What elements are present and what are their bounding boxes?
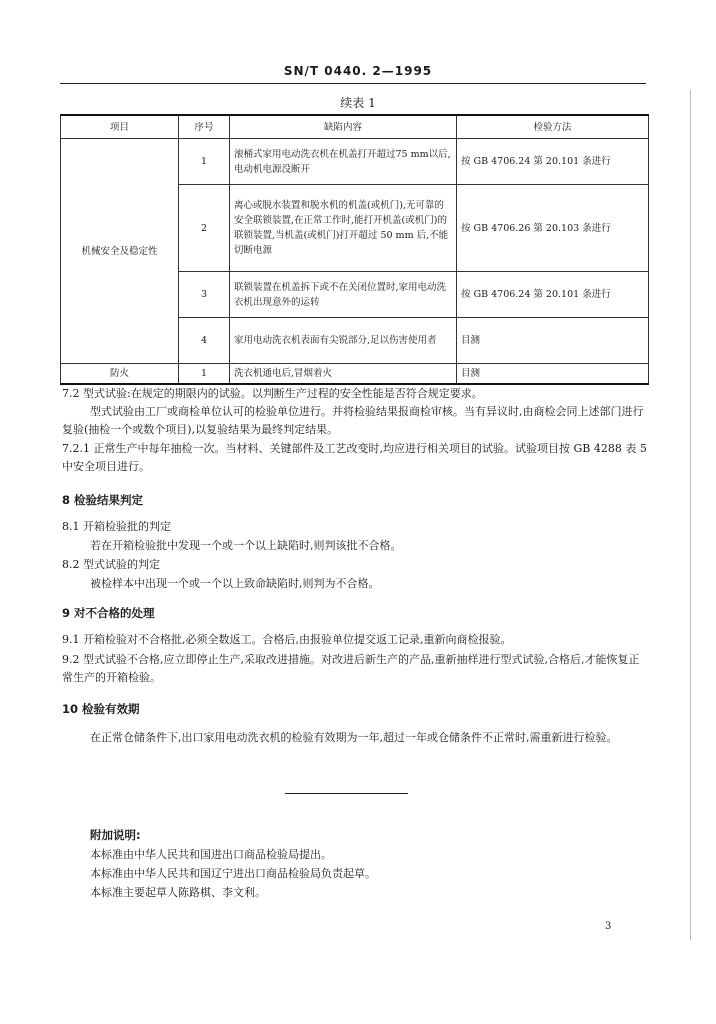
table-title: 续表 1	[340, 96, 376, 110]
row-defect: 离心或脱水装置和脱水机的机盖(或机门),无可靠的安全联锁装置,在正常工作时,能打开机盖(或机门)的联锁装置,当机盖(或机门)打开超过 50 mm 后,不能切断电源	[230, 185, 457, 272]
header-rule	[60, 83, 646, 84]
defects-table	[60, 114, 649, 385]
clause-9-2: 9.2 型式试验不合格,应立即停止生产,采取改进措施。对改进后新生产的产品,重新抽样进行型式试验,合格后,才能恢复正常生产的开箱检验。	[62, 653, 640, 684]
appendix-line: 本标准主要起草人陈路棋、李文利。	[90, 886, 266, 899]
clause-10-body: 在正常仓储条件下,出口家用电动洗衣机的检验有效期为一年,超过一年或仓储条件不正常时,需重新进行检验。	[90, 731, 618, 744]
row-method: 按 GB 4706.24 第 20.101 条进行	[457, 272, 649, 318]
col-header-no: 序号	[179, 115, 230, 139]
row-no: 4	[179, 318, 230, 364]
row-method: 目测	[457, 364, 649, 385]
clause-8-1: 8.1 开箱检验批的判定	[62, 520, 171, 533]
clause-7-2-body: 型式试验由工厂或商检单位认可的检验单位进行。并将检验结果报商检审核。当有异议时,由商检会同上述部门进行复验(抽检一个或数个项目),以复验结果为最终判定结果。	[62, 405, 644, 436]
row-method: 按 GB 4706.24 第 20.101 条进行	[457, 139, 649, 185]
col-header-defect: 缺陷内容	[230, 115, 457, 139]
section-heading-10: 10 检验有效期	[62, 702, 140, 716]
document-header: SN/T 0440. 2—1995	[283, 64, 433, 78]
row-defect: 滚桶式家用电动洗衣机在机盖打开超过75 mm以后,电动机电源没断开	[230, 139, 457, 185]
table-row	[61, 139, 649, 185]
col-header-method: 检验方法	[457, 115, 649, 139]
clause-8-1-body: 若在开箱检验批中发现一个或一个以上缺陷时,则判该批不合格。	[90, 539, 402, 552]
group-fire: 防火	[61, 364, 179, 385]
row-no: 1	[179, 364, 230, 385]
col-header-item: 项目	[61, 115, 179, 139]
appendix-title: 附加说明:	[90, 828, 141, 842]
clause-8-2: 8.2 型式试验的判定	[62, 558, 160, 571]
clause-9-1: 9.1 开箱检验对不合格批,必须全数返工。合格后,由报验单位提交返工记录,重新向商检报验。	[62, 633, 512, 646]
section-heading-9: 9 对不合格的处理	[62, 606, 155, 620]
row-no: 2	[179, 185, 230, 272]
appendix-line: 本标准由中华人民共和国进出口商品检验局提出。	[90, 848, 332, 861]
page-number: 3	[605, 921, 612, 932]
row-no: 1	[179, 139, 230, 185]
table-row	[61, 364, 649, 385]
table-header-row	[61, 115, 649, 139]
group-mechanical-safety: 机械安全及稳定性	[61, 139, 179, 364]
appendix-line: 本标准由中华人民共和国辽宁进出口商品检验局负责起草。	[90, 867, 376, 880]
separator-line	[285, 793, 408, 794]
section-heading-8: 8 检验结果判定	[62, 493, 144, 507]
scan-edge-line	[690, 90, 691, 940]
row-defect: 家用电动洗衣机表面有尖锐部分,足以伤害使用者	[230, 318, 457, 364]
row-no: 3	[179, 272, 230, 318]
row-method: 按 GB 4706.26 第 20.103 条进行	[457, 185, 649, 272]
clause-7-2-1: 7.2.1 正常生产中每年抽检一次。当材料、关键部件及工艺改变时,均应进行相关项目的试验。试验项目按 GB 4288 表 5 中安全项目进行。	[62, 442, 647, 473]
clause-7-2: 7.2 型式试验:在规定的期限内的试验。以判断生产过程的安全性能是否符合规定要求。	[62, 387, 483, 400]
row-defect: 洗衣机通电后,冒烟着火	[230, 364, 457, 385]
row-defect: 联锁装置在机盖拆下或不在关闭位置时,家用电动洗衣机出现意外的运转	[230, 272, 457, 318]
row-method: 目测	[457, 318, 649, 364]
clause-8-2-body: 被检样本中出现一个或一个以上致命缺陷时,则判为不合格。	[90, 577, 380, 590]
